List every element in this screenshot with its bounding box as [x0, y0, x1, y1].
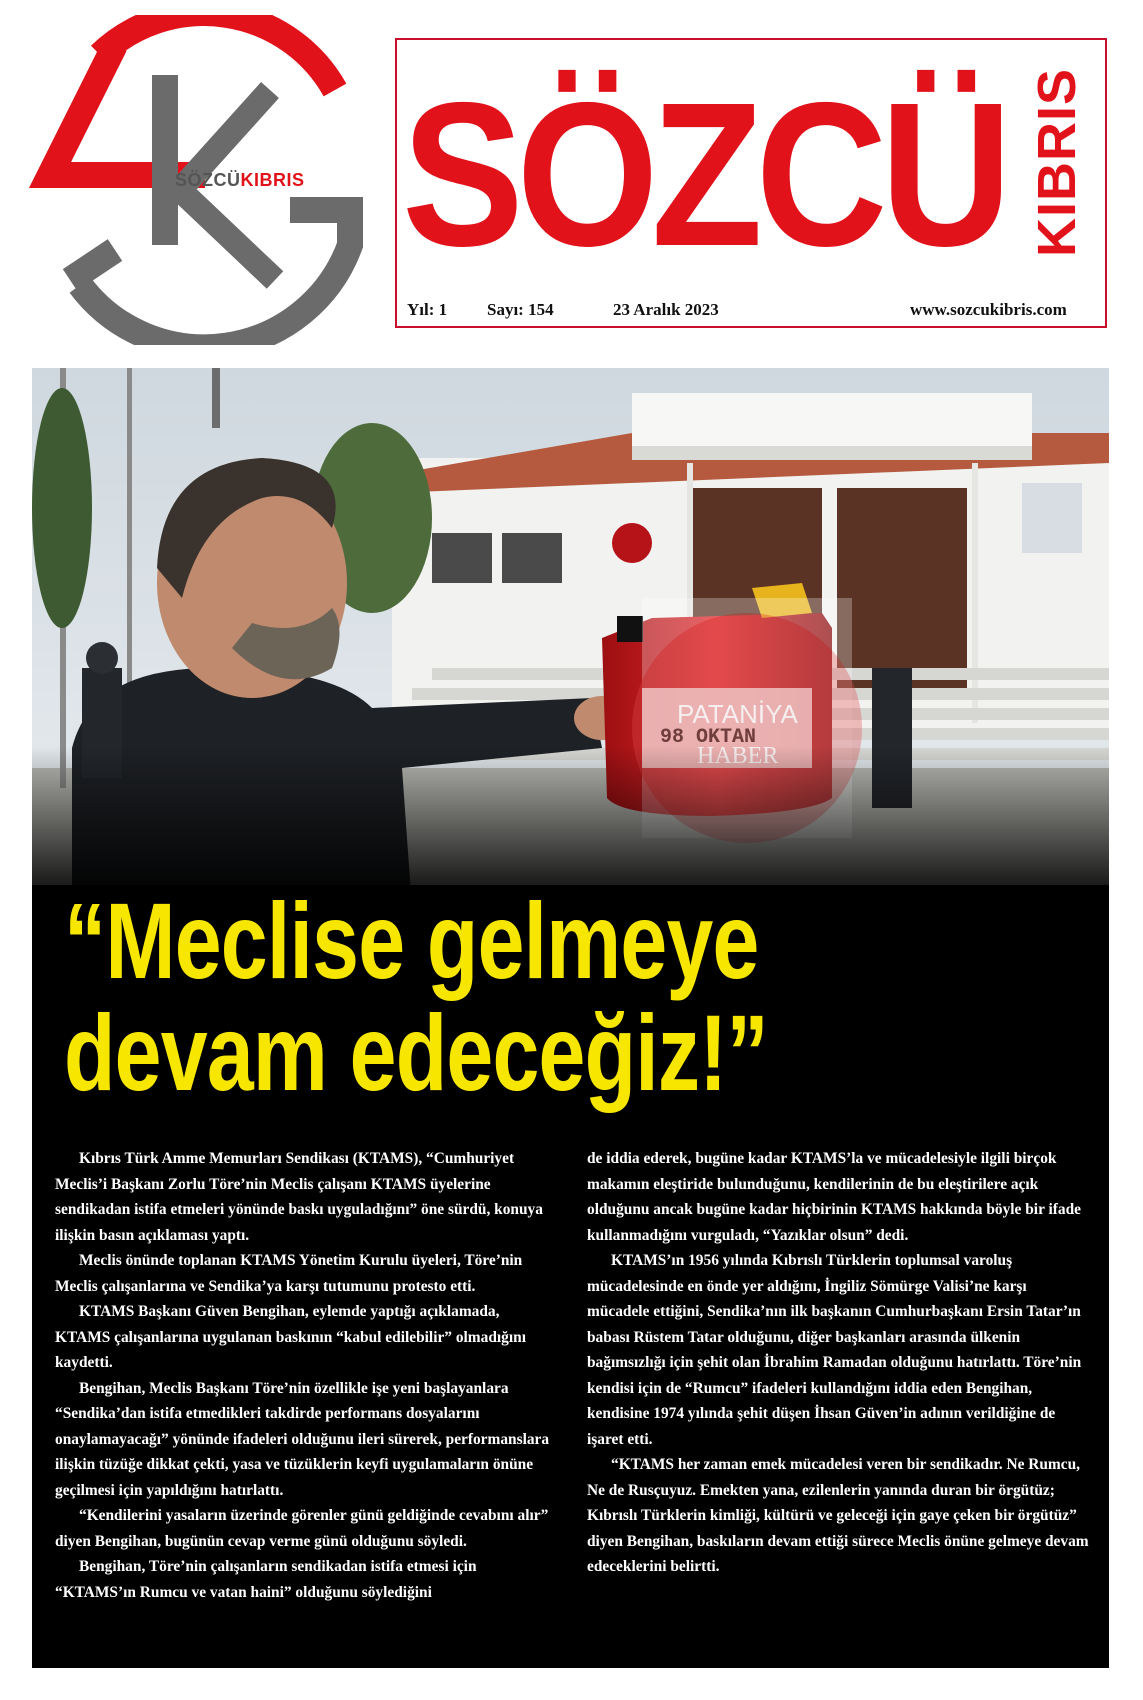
issue-number: Sayı: 154	[487, 300, 554, 319]
article-paragraph: Bengihan, Töre’nin çalışanların sendikadan istifa etmesi için “KTAMS’ın Rumcu ve vatan haini” olduğunu söylediğini	[55, 1558, 477, 1601]
headline-line2: devam edeceğiz!”	[64, 992, 768, 1113]
masthead-title: SÖZCÜ	[402, 60, 1005, 289]
logo-brand-kibris: KIBRIS	[240, 170, 305, 190]
issue-year: Yıl: 1	[407, 300, 448, 319]
article-paragraph: KTAMS Başkanı Güven Bengihan, eylemde yaptığı açıklamada, KTAMS çalışanlarına uygulanan baskının “kabul edilebilir” olmadığını kaydetti.	[55, 1303, 526, 1371]
article-column-left	[55, 1146, 555, 1605]
masthead-title-suffix: KIBRIS	[1027, 67, 1087, 257]
logo-brand-sozcu: SÖZCÜ	[175, 170, 241, 190]
headline-line1: “Meclise gelmeye	[64, 880, 759, 1001]
website-link[interactable]: www.sozcukibris.com	[910, 300, 1067, 319]
headline	[64, 880, 1104, 1113]
article-paragraph: Meclis önünde toplanan KTAMS Yönetim Kurulu üyeleri, Töre’nin Meclis çalışanlarına ve Sendika’ya karşı tutumunu protesto etti.	[55, 1252, 523, 1295]
hero-photo	[32, 368, 1109, 908]
article-paragraph: “Kendilerini yasaların üzerinde görenler günü geldiğinde cevabını alır” diyen Bengihan, bugünün cevap verme günü olduğunu söyledi.	[55, 1507, 549, 1550]
article-paragraph: KTAMS’ın 1956 yılında Kıbrıslı Türklerin toplumsal varoluş mücadelesinde en önde yer aldığını, İngiliz Sömürge Valisi’ne karşı mücadele ettiğini, Sendika’nın ilk başkanın Cumhurbaşkanı Ersin Tatar’ın babası Rüstem Tatar olduğunu, diğer başkanları arasında ülkenin bağımsızlığı için şehit olan İbrahim Ramadan olduğunu hatırlattı. Töre’nin kendisi için de “Rumcu” ifadeleri kullandığını iddia eden Bengihan, kendisine 1974 yılında şehit düşen İhsan Güven’in adının verildiğine de işaret etti.	[587, 1252, 1082, 1448]
logo-brand-text	[175, 170, 305, 191]
issue-date: 23 Aralık 2023	[613, 300, 719, 319]
article-paragraph-continued: de iddia ederek, bugüne kadar KTAMS’la ve mücadelesiyle ilgili birçok makamın eleştiride bulunduğunu, kendilerinin de bu eleştirilere açık olduğunu ancak bugüne kadar hiçbirinin KTAMS hakkında böyle bir ifade kullanmadığını vurguladı, “Yazıklar olsun” dedi.	[587, 1150, 1081, 1244]
article-column-right	[587, 1146, 1089, 1580]
article-paragraph: “KTAMS her zaman emek mücadelesi veren bir sendikadır. Ne Rumcu, Ne de Rusçuyuz. Emekten yana, ezilenlerin yanında duran bir örgütüz; Kıbrıslı Türklerin kimliği, kültürü ve geleceği için gaye çeken bir örgütüz” diyen Bengihan, baskıların devam ettiği sürece Meclis önüne gelmeye devam edeceklerini belirtti.	[587, 1456, 1089, 1575]
article-paragraph: Kıbrıs Türk Amme Memurları Sendikası (KTAMS), “Cumhuriyet Meclis’i Başkanı Zorlu Töre’nin Meclis çalışanı KTAMS üyelerine sendikadan istifa etmeleri yönünde baskı uyguladığını” öne sürdü, konuya ilişkin basın açıklaması yaptı.	[55, 1150, 543, 1244]
article-paragraph: Bengihan, Meclis Başkanı Töre’nin özellikle işe yeni başlayanlara “Sendika’dan istifa etmedikleri takdirde performans dosyalarını onaylamayacağı” yönünde ifadeleri olduğunu ileri sürerek, performanslara ilişkin tüzüğe dikkat çekti, yasa ve tüzüklerin keyfi uygulamaların önüne geçilmesi için yapıldığını hatırlattı.	[55, 1379, 550, 1499]
